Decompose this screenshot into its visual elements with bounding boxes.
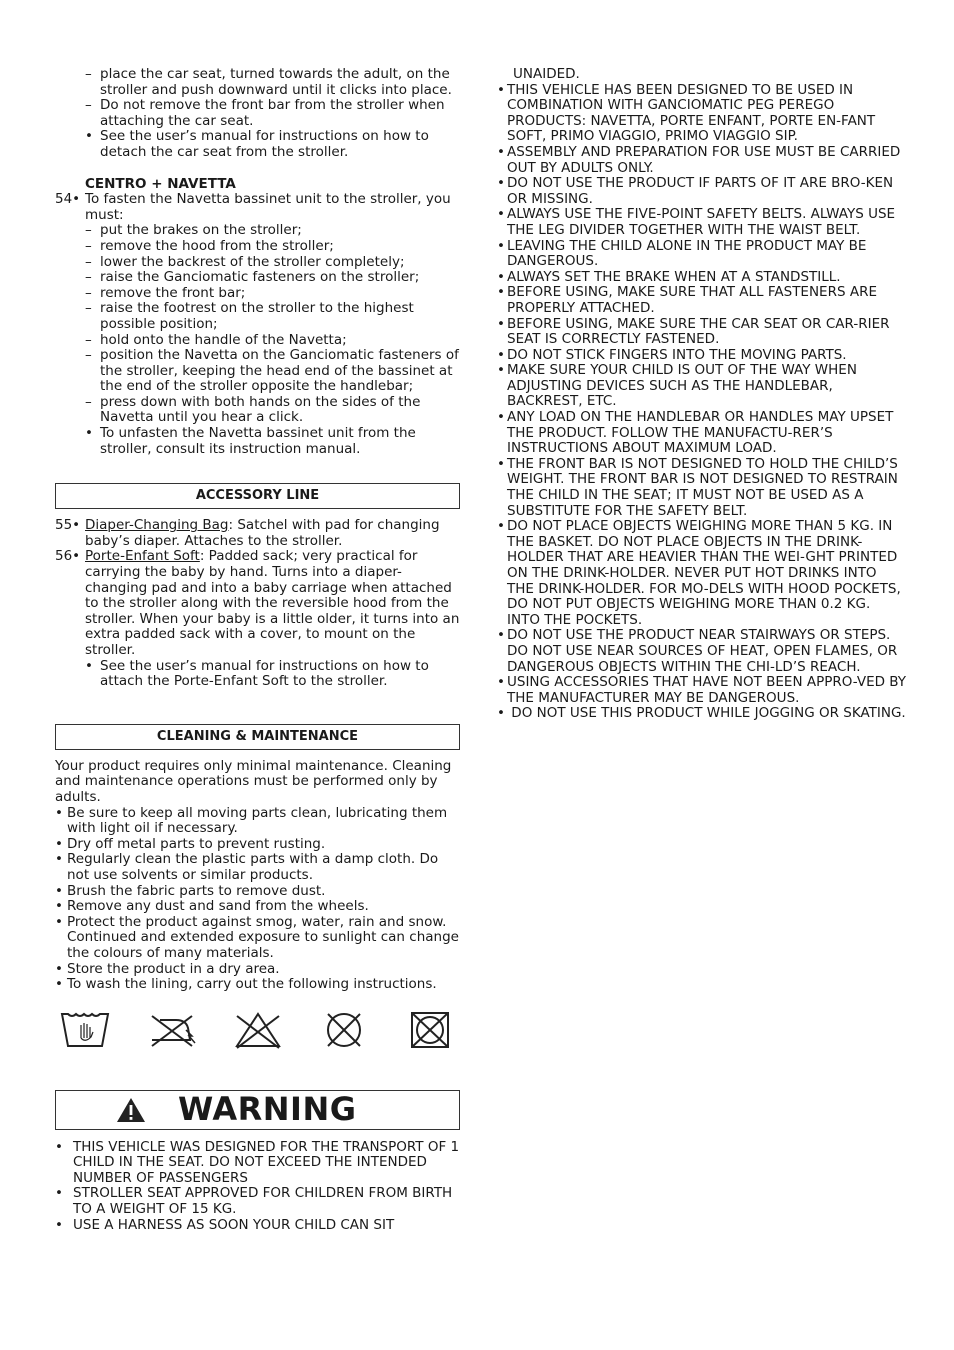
list-item: • USE A HARNESS AS SOON YOUR CHILD CAN SIT xyxy=(55,1216,395,1233)
list-item: • DO NOT STICK FINGERS INTO THE MOVING PARTS. xyxy=(497,346,847,363)
continuation-text: UNAIDED. xyxy=(513,66,580,82)
list-item: • To wash the lining, carry out the following instructions. xyxy=(55,976,437,993)
cleaning-intro: Your product requires only minimal maintenance. Cleaning and maintenance operations must be performed only by adults. xyxy=(55,757,452,805)
list-item: • LEAVING THE CHILD ALONE IN THE PRODUCT MAY BE DANGEROUS. xyxy=(497,237,867,270)
list-item: • MAKE SURE YOUR CHILD IS OUT OF THE WAY WHEN ADJUSTING DEVICES SUCH AS THE HANDLEBAR, BACKREST, ETC. xyxy=(497,362,857,410)
list-item: • Remove any dust and sand from the wheels. xyxy=(55,898,369,915)
list-item: • ANY LOAD ON THE HANDLEBAR OR HANDLES MAY UPSET THE PRODUCT. FOLLOW THE MANUFACTU-RER’S INSTRUCTIONS ABOUT MAXIMUM LOAD. xyxy=(497,409,894,457)
list-item: – remove the hood from the stroller; xyxy=(85,237,334,254)
list-item: • To unfasten the Navetta bassinet unit from the stroller, consult its instruction manual. xyxy=(85,425,416,457)
list-item: – lower the backrest of the stroller completely; xyxy=(85,253,405,270)
warning-triangle-icon xyxy=(116,1097,146,1123)
list-item: – place the car seat, turned towards the adult, on the stroller and push downward until it clicks into place. xyxy=(85,66,452,98)
list-item: – position the Navetta on the Ganciomatic fasteners of the stroller, keeping the head end of the bassinet at the end of the stroller opposite the handlebar; xyxy=(85,347,459,395)
list-item: • Be sure to keep all moving parts clean, lubricating them with light oil if necessary. xyxy=(55,804,448,837)
warning-banner xyxy=(55,1090,460,1130)
cleaning-list xyxy=(55,806,460,993)
list-item: • DO NOT USE THE PRODUCT NEAR STAIRWAYS OR STEPS. DO NOT USE NEAR SOURCES OF HEAT, OPEN FLAMES, OR DANGEROUS OBJECTS WITHIN THE CHI-LD’S REACH. xyxy=(497,627,898,675)
list-item: • THE FRONT BAR IS NOT DESIGNED TO HOLD THE CHILD’S WEIGHT. THE FRONT BAR IS NOT DESIGNED TO RESTRAIN THE CHILD IN THE SEAT; IT MUST NOT BE USED AS A SUBSTITUTE FOR THE SAFETY BELT. xyxy=(497,455,898,519)
do-not-dry-clean-icon xyxy=(319,1010,369,1050)
item-54-steps xyxy=(55,223,460,457)
diaper-bag-label: Diaper-Changing Bag xyxy=(85,517,229,534)
warning-title: WARNING xyxy=(178,1089,357,1128)
list-item: • ALWAYS SET THE BRAKE WHEN AT A STANDSTILL. xyxy=(497,268,841,285)
list-item: • THIS VEHICLE WAS DESIGNED FOR THE TRANSPORT OF 1 CHILD IN THE SEAT. DO NOT EXCEED THE INTENDED NUMBER OF PASSENGERS xyxy=(55,1138,460,1186)
list-item: • See the user’s manual for instructions on how to attach the Porte-Enfant Soft to the stroller. xyxy=(85,657,429,690)
cleaning-maintenance-heading: CLEANING & MAINTENANCE xyxy=(55,724,460,750)
right-column xyxy=(497,67,907,722)
accessory-line-heading: ACCESSORY LINE xyxy=(55,483,460,509)
item-55: 55• Diaper-Changing Bag: Satchel with pad for changing baby’s diaper. Attaches to the stroller. xyxy=(55,517,440,549)
list-item: • THIS VEHICLE HAS BEEN DESIGNED TO BE USED IN COMBINATION WITH GANCIOMATIC PEG PEREGO PRODUCTS: NAVETTA, PORTE ENFANT, PORTE EN-FANT SOFT, PRIMO VIAGGIO, PRIMO VIAGGIO SIP. xyxy=(497,81,876,145)
list-item: – raise the footrest on the stroller to the highest possible position; xyxy=(85,300,414,332)
list-item: • BEFORE USING, MAKE SURE THAT ALL FASTENERS ARE PROPERLY ATTACHED. xyxy=(497,284,877,316)
list-item: – remove the front bar; xyxy=(85,284,246,301)
care-symbols xyxy=(60,1010,455,1050)
list-item: • STROLLER SEAT APPROVED FOR CHILDREN FROM BIRTH TO A WEIGHT OF 15 KG. xyxy=(55,1185,453,1218)
list-item: – hold onto the handle of the Navetta; xyxy=(85,331,347,348)
do-not-tumble-dry-icon xyxy=(405,1010,455,1050)
list-item: – raise the Ganciomatic fasteners on the stroller; xyxy=(85,269,420,286)
list-item: • Dry off metal parts to prevent rusting. xyxy=(55,835,326,852)
list-item: • DO NOT USE THE PRODUCT IF PARTS OF IT ARE BRO-KEN OR MISSING. xyxy=(497,175,894,207)
porte-enfant-label: Porte-Enfant Soft xyxy=(85,548,200,565)
list-item: • Regularly clean the plastic parts with a damp cloth. Do not use solvents or similar products. xyxy=(55,851,439,883)
list-item: – press down with both hands on the sides of the Navetta until you hear a click. xyxy=(85,393,421,426)
warning-list-continued xyxy=(497,83,907,722)
list-item: • USING ACCESSORIES THAT HAVE NOT BEEN APPRO-VED BY THE MANUFACTURER MAY BE DANGEROUS. xyxy=(497,674,907,706)
list-item: • See the user’s manual for instructions on how to detach the car seat from the stroller. xyxy=(85,128,429,160)
centro-navetta-heading: CENTRO + NAVETTA xyxy=(85,175,236,192)
list-item: – put the brakes on the stroller; xyxy=(85,222,302,239)
do-not-iron-icon xyxy=(146,1010,196,1050)
intro-list xyxy=(55,67,460,161)
list-item: – Do not remove the front bar from the stroller when attaching the car seat. xyxy=(85,97,445,129)
list-item: • ASSEMBLY AND PREPARATION FOR USE MUST BE CARRIED OUT BY ADULTS ONLY. xyxy=(497,143,901,176)
warning-list xyxy=(55,1140,460,1234)
left-column xyxy=(55,67,460,1233)
list-item: • ALWAYS USE THE FIVE-POINT SAFETY BELTS. ALWAYS USE THE LEG DIVIDER TOGETHER WITH THE WAIST BELT. xyxy=(497,206,896,238)
hand-wash-icon xyxy=(60,1010,110,1050)
do-not-bleach-icon xyxy=(233,1010,283,1050)
item-54: 54• To fasten the Navetta bassinet unit to the stroller, you must: xyxy=(55,191,451,223)
list-item: • BEFORE USING, MAKE SURE THE CAR SEAT OR CAR-RIER SEAT IS CORRECTLY FASTENED. xyxy=(497,315,890,348)
list-item: • Protect the product against smog, water, rain and snow. Continued and extended exposure to sunlight can change the colours of many materials. xyxy=(55,913,459,961)
list-item: • Store the product in a dry area. xyxy=(55,960,280,977)
list-item: • DO NOT USE THIS PRODUCT WHILE JOGGING OR SKATING. xyxy=(497,705,906,722)
item-56: 56• Porte-Enfant Soft: Padded sack; very practical for carrying the baby by hand. Turns into a diaper-changing pad and into a baby carriage when attached to the stroller along with the reversible hood from the stroller. When your baby is a little older, it turns into an extra padded sack with a cover, to mount on the stroller. xyxy=(55,548,460,658)
list-item: • DO NOT PLACE OBJECTS WEIGHING MORE THAN 5 KG. IN THE BASKET. DO NOT PLACE OBJECTS IN THE DRINK-HOLDER THAT ARE HEAVIER THAN THE WEI-GHT PRINTED ON THE DRINK-HOLDER. NEVER PUT HOT DRINKS INTO THE DRINK-HOLDER. FOR MO-DELS WITH HOOD POCKETS, DO NOT PUT OBJECTS WEIGHING MORE THAN 0.2 KG. INTO THE POCKETS. xyxy=(497,518,901,628)
list-item: • Brush the fabric parts to remove dust. xyxy=(55,882,326,899)
